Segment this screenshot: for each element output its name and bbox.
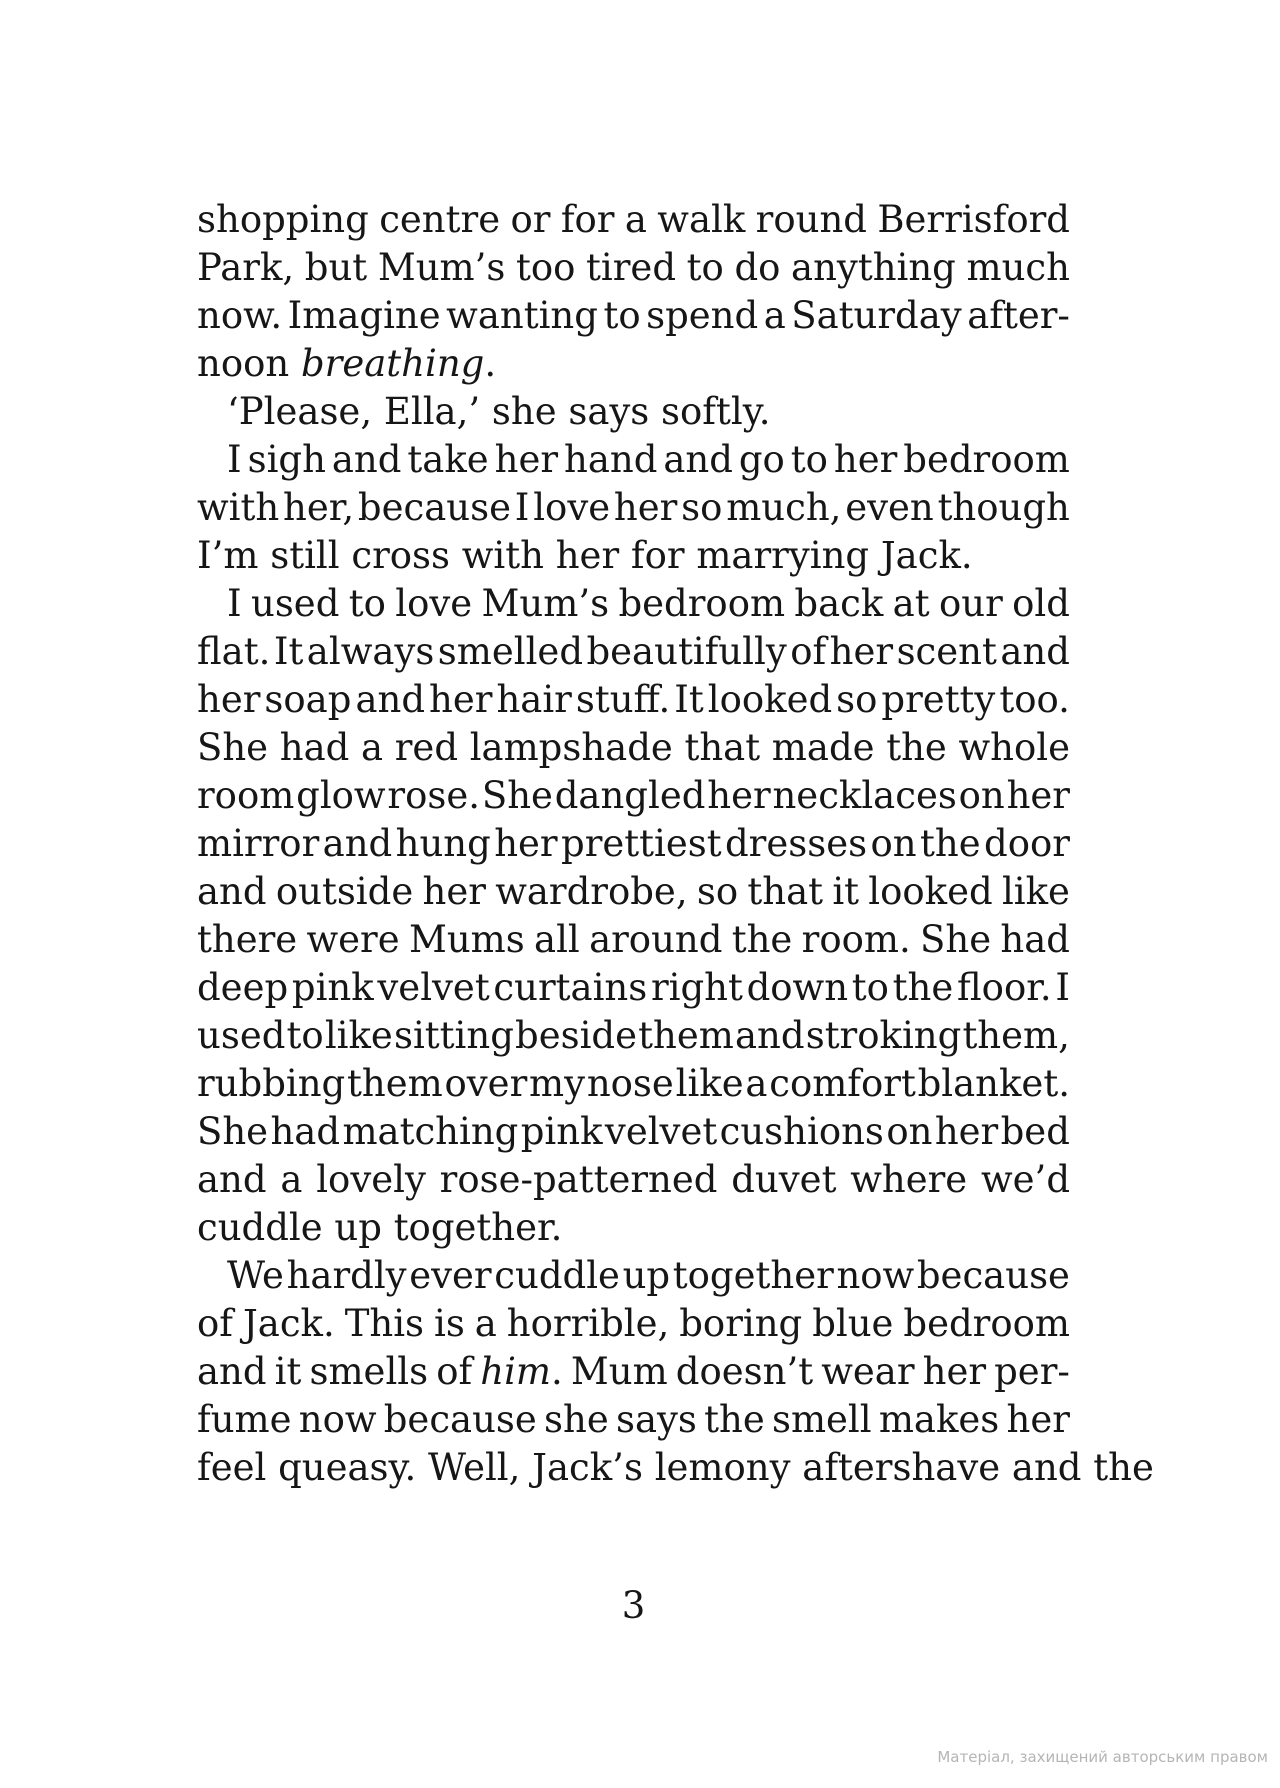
word: looked bbox=[707, 678, 833, 721]
word: duvet bbox=[731, 1158, 837, 1201]
word: on bbox=[886, 1110, 933, 1153]
word: boring bbox=[679, 1302, 803, 1345]
word: back bbox=[794, 582, 884, 625]
text-line bbox=[197, 676, 1070, 724]
word: where bbox=[850, 1158, 968, 1201]
word: her bbox=[934, 1110, 999, 1153]
word: wardrobe, bbox=[495, 870, 688, 913]
word: and bbox=[1000, 630, 1070, 673]
word: a bbox=[763, 294, 786, 337]
word: a bbox=[745, 1062, 768, 1105]
page-number: 3 bbox=[621, 1584, 646, 1627]
word: them bbox=[347, 1062, 443, 1105]
word: bedroom bbox=[903, 438, 1070, 481]
word: Mum’s bbox=[377, 246, 506, 289]
word: and bbox=[734, 1014, 805, 1057]
text-line bbox=[197, 1012, 1070, 1060]
word: made bbox=[771, 726, 875, 769]
text-line bbox=[197, 580, 1070, 628]
word: over bbox=[444, 1062, 528, 1105]
word: and bbox=[197, 1158, 267, 1201]
word: hardly bbox=[286, 1254, 407, 1297]
word: and bbox=[355, 678, 426, 721]
word: and bbox=[322, 822, 393, 865]
word: like bbox=[1001, 870, 1070, 913]
word: She bbox=[197, 1110, 269, 1153]
word: because bbox=[916, 1254, 1070, 1297]
word: smells bbox=[309, 1350, 429, 1393]
word: around bbox=[589, 918, 723, 961]
word: lampshade bbox=[469, 726, 673, 769]
word: used bbox=[250, 582, 340, 625]
word: She bbox=[481, 774, 553, 817]
word: love bbox=[533, 486, 611, 529]
text-line: I’m still cross with her for marrying Jack. bbox=[197, 534, 973, 577]
text-line bbox=[197, 436, 1070, 484]
word: for bbox=[560, 198, 615, 241]
word: them bbox=[638, 1014, 734, 1057]
word: spend bbox=[646, 294, 759, 337]
word: now bbox=[836, 1254, 915, 1297]
word: blue bbox=[812, 1302, 894, 1345]
word: to bbox=[348, 582, 386, 625]
word: used bbox=[197, 1014, 286, 1057]
word: like bbox=[675, 1062, 744, 1105]
copyright-watermark: Матеріал, захищений авторським правом bbox=[937, 1748, 1268, 1766]
word: sigh bbox=[247, 438, 326, 481]
word: even bbox=[845, 486, 934, 529]
word: wanting bbox=[446, 294, 598, 337]
word: too. bbox=[999, 678, 1070, 721]
word: bed bbox=[1000, 1110, 1070, 1153]
text-line bbox=[197, 1156, 1070, 1204]
word: though bbox=[937, 486, 1070, 529]
text-line bbox=[197, 1108, 1070, 1156]
word: her bbox=[197, 678, 261, 721]
word: now bbox=[298, 1398, 377, 1441]
word: outside bbox=[275, 870, 414, 913]
word: cushions bbox=[719, 1110, 884, 1153]
word: and bbox=[197, 1350, 267, 1393]
word: all bbox=[534, 918, 580, 961]
word: looked bbox=[868, 870, 993, 913]
word: beautifully bbox=[586, 630, 787, 673]
word: rose-patterned bbox=[439, 1158, 718, 1201]
word: velvet bbox=[377, 966, 490, 1009]
word: It bbox=[273, 630, 304, 673]
paragraph bbox=[197, 1252, 1154, 1492]
word: round bbox=[755, 198, 867, 241]
word: her bbox=[829, 630, 894, 673]
word: had bbox=[279, 726, 350, 769]
word: hung bbox=[395, 822, 491, 865]
word: walk bbox=[657, 198, 746, 241]
text-line bbox=[197, 964, 1070, 1012]
word: of bbox=[790, 630, 827, 673]
word: on bbox=[870, 822, 917, 865]
word: Park, bbox=[197, 246, 295, 289]
word: beside bbox=[515, 1014, 638, 1057]
word: now. bbox=[197, 294, 283, 337]
word: or bbox=[510, 198, 551, 241]
word: Imagine bbox=[287, 294, 441, 337]
word: room. bbox=[801, 918, 911, 961]
word: him. bbox=[480, 1350, 563, 1393]
word: nose bbox=[586, 1062, 674, 1105]
word: red bbox=[394, 726, 459, 769]
word: velvet bbox=[604, 1110, 718, 1153]
word: sitting bbox=[393, 1014, 514, 1057]
word: flat. bbox=[197, 630, 271, 673]
paragraph bbox=[197, 388, 1070, 436]
word: cuddle bbox=[494, 1254, 620, 1297]
word: her bbox=[613, 486, 678, 529]
word: her bbox=[429, 678, 493, 721]
word: fume bbox=[197, 1398, 292, 1441]
word: soap bbox=[264, 678, 352, 721]
word: right bbox=[650, 966, 743, 1009]
word: We bbox=[227, 1254, 284, 1297]
paragraph bbox=[197, 196, 1070, 388]
word: stuff. bbox=[575, 678, 671, 721]
text-line bbox=[197, 244, 1070, 292]
word: on bbox=[958, 774, 1005, 817]
word: blanket. bbox=[917, 1062, 1070, 1105]
paragraph bbox=[197, 580, 1070, 1252]
word: Mums bbox=[408, 918, 525, 961]
word: a bbox=[361, 726, 384, 769]
word: her bbox=[494, 438, 559, 481]
word: per- bbox=[994, 1350, 1070, 1393]
word: a bbox=[280, 1158, 303, 1201]
word: to bbox=[851, 966, 889, 1009]
word: Saturday bbox=[791, 294, 962, 337]
word: dangled bbox=[554, 774, 706, 817]
word: matching bbox=[342, 1110, 519, 1153]
word: says bbox=[615, 1398, 697, 1441]
text-line bbox=[197, 868, 1070, 916]
word: I bbox=[1055, 966, 1070, 1009]
word: lovely bbox=[316, 1158, 426, 1201]
word: our bbox=[938, 582, 1003, 625]
word: together bbox=[672, 1254, 834, 1297]
word: love bbox=[395, 582, 473, 625]
word: is bbox=[433, 1302, 465, 1345]
word: makes bbox=[878, 1398, 1000, 1441]
word: wear bbox=[821, 1350, 915, 1393]
word: hand bbox=[563, 438, 658, 481]
word: dresses bbox=[725, 822, 868, 865]
text-line: feel queasy. Well, Jack’s lemony aftershave and the bbox=[197, 1446, 1154, 1489]
word: her bbox=[1006, 774, 1070, 817]
word: It bbox=[674, 678, 704, 721]
word: the bbox=[920, 822, 981, 865]
word: to bbox=[790, 438, 828, 481]
text-line bbox=[197, 1348, 1070, 1396]
word: scent bbox=[896, 630, 997, 673]
text-line bbox=[197, 820, 1070, 868]
text-line bbox=[197, 916, 1070, 964]
word: that bbox=[747, 870, 824, 913]
word: at bbox=[892, 582, 930, 625]
word: there bbox=[197, 918, 298, 961]
word: rubbing bbox=[197, 1062, 346, 1105]
word: her, bbox=[283, 486, 355, 529]
word: necklaces bbox=[772, 774, 957, 817]
word: that bbox=[684, 726, 761, 769]
text-line bbox=[197, 1396, 1070, 1444]
word: her bbox=[707, 774, 771, 817]
word: too bbox=[516, 246, 576, 289]
word: because bbox=[357, 486, 511, 529]
word: so bbox=[836, 678, 878, 721]
word: I bbox=[514, 486, 530, 529]
word: but bbox=[304, 246, 368, 289]
text-line bbox=[197, 292, 1070, 340]
text-line bbox=[197, 1252, 1070, 1300]
paragraph bbox=[197, 436, 1070, 580]
word: prettiest bbox=[561, 822, 722, 865]
word: horrible, bbox=[506, 1302, 670, 1345]
text-line bbox=[197, 196, 1070, 244]
word: her bbox=[1006, 1398, 1070, 1441]
word: them, bbox=[962, 1014, 1070, 1057]
word: my bbox=[529, 1062, 586, 1105]
word: the bbox=[892, 966, 954, 1009]
word: had bbox=[270, 1110, 341, 1153]
word: of bbox=[436, 1350, 473, 1393]
word: smell bbox=[771, 1398, 872, 1441]
word: like bbox=[324, 1014, 393, 1057]
word: pink bbox=[291, 966, 374, 1009]
word: rose. bbox=[387, 774, 481, 817]
word: it bbox=[832, 870, 860, 913]
word: floor. bbox=[956, 966, 1052, 1009]
word: of bbox=[197, 1302, 233, 1345]
word: stroking bbox=[805, 1014, 962, 1057]
word: smelled bbox=[437, 630, 583, 673]
word: were bbox=[306, 918, 400, 961]
word: it bbox=[274, 1350, 302, 1393]
word: Jack. bbox=[242, 1302, 335, 1345]
word: I bbox=[227, 582, 242, 625]
text-line bbox=[197, 628, 1070, 676]
text-line: noon breathing. bbox=[197, 342, 497, 385]
word: her bbox=[922, 1350, 987, 1393]
word: and bbox=[197, 870, 267, 913]
word: because bbox=[383, 1398, 537, 1441]
word: with bbox=[197, 486, 280, 529]
word: tired bbox=[586, 246, 677, 289]
word: This bbox=[344, 1302, 425, 1345]
word: a bbox=[624, 198, 647, 241]
word: the bbox=[704, 1398, 765, 1441]
word: and bbox=[331, 438, 402, 481]
text-line bbox=[197, 1060, 1070, 1108]
word: door bbox=[984, 822, 1070, 865]
word: hair bbox=[496, 678, 572, 721]
word: ever bbox=[409, 1254, 492, 1297]
text-line bbox=[197, 1300, 1070, 1348]
word: go bbox=[738, 438, 785, 481]
word: take bbox=[407, 438, 489, 481]
word: to bbox=[603, 294, 641, 337]
word: anything bbox=[791, 246, 956, 289]
text-line bbox=[197, 484, 1070, 532]
word: old bbox=[1012, 582, 1070, 625]
word: the bbox=[731, 918, 793, 961]
text-line: ‘Please, Ella,’ she says softly. bbox=[227, 390, 771, 433]
word: after- bbox=[967, 294, 1070, 337]
word: Mum’s bbox=[481, 582, 610, 625]
word: the bbox=[886, 726, 947, 769]
word: room bbox=[197, 774, 295, 817]
word: down bbox=[746, 966, 849, 1009]
word: comfort bbox=[769, 1062, 916, 1105]
text-line: cuddle up together. bbox=[197, 1206, 563, 1249]
word: Berrisford bbox=[877, 198, 1070, 241]
text-block bbox=[197, 196, 1154, 1492]
word: pretty bbox=[881, 678, 996, 721]
word: She bbox=[920, 918, 992, 961]
word: shopping bbox=[197, 198, 369, 241]
word: centre bbox=[379, 198, 501, 241]
word: I bbox=[227, 438, 242, 481]
word: much, bbox=[726, 486, 842, 529]
word: do bbox=[734, 246, 781, 289]
text-line bbox=[197, 724, 1070, 772]
word: had bbox=[1000, 918, 1070, 961]
text-line bbox=[197, 772, 1070, 820]
word: her bbox=[833, 438, 898, 481]
word: whole bbox=[958, 726, 1070, 769]
word: so bbox=[681, 486, 723, 529]
word: curtains bbox=[493, 966, 648, 1009]
word: her bbox=[422, 870, 486, 913]
word: her bbox=[494, 822, 558, 865]
word: to bbox=[286, 1014, 324, 1057]
word: Mum bbox=[570, 1350, 668, 1393]
word: up bbox=[622, 1254, 671, 1297]
word: a bbox=[474, 1302, 497, 1345]
word: mirror bbox=[197, 822, 320, 865]
word: pink bbox=[520, 1110, 603, 1153]
word: much bbox=[966, 246, 1070, 289]
word: deep bbox=[197, 966, 289, 1009]
word: doesn’t bbox=[675, 1350, 814, 1393]
word: we’d bbox=[980, 1158, 1070, 1201]
word: she bbox=[544, 1398, 609, 1441]
word: She bbox=[197, 726, 269, 769]
word: always bbox=[306, 630, 435, 673]
word: bedroom bbox=[903, 1302, 1070, 1345]
word: and bbox=[663, 438, 733, 481]
word: so bbox=[696, 870, 739, 913]
word: to bbox=[686, 246, 724, 289]
word: glow bbox=[296, 774, 386, 817]
word: bedroom bbox=[618, 582, 786, 625]
